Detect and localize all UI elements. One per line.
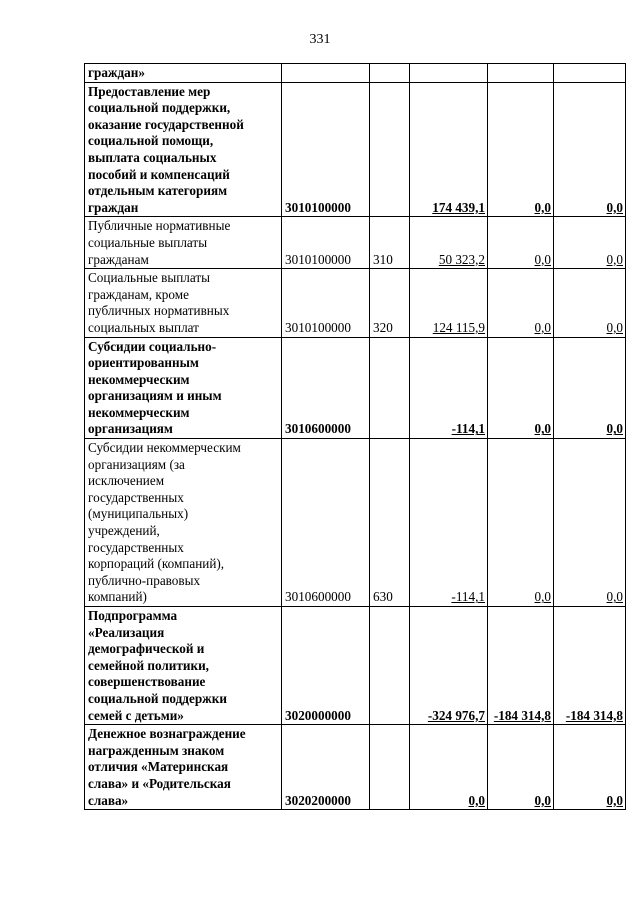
row-value-3-cell [554, 269, 626, 337]
row-type-cell [370, 82, 410, 217]
row-code-cell [282, 337, 370, 439]
row-value-2-cell [488, 217, 554, 269]
row-code-text: 3010100000 [285, 199, 351, 215]
row-name-text: Субсидии некоммерческим организациям (за исключением государственных (муниципальных) учреждений, государственных корпораций (компаний), публично-правовых компаний) [88, 440, 241, 605]
row-value-3-cell [554, 725, 626, 810]
row-type-cell [370, 725, 410, 810]
row-value-1-cell [410, 337, 488, 439]
table-row [85, 269, 626, 337]
row-name-text: Социальные выплаты гражданам, кроме публичных нормативных социальных выплат [88, 270, 230, 335]
row-value-2-text: 0,0 [534, 251, 551, 267]
table-row [85, 337, 626, 439]
row-type-cell [370, 607, 410, 725]
row-value-1-cell [410, 725, 488, 810]
row-value-2-text: 0,0 [534, 792, 551, 808]
row-value-3-cell [554, 217, 626, 269]
row-value-1-text: 124 115,9 [432, 319, 485, 335]
row-value-1-text: -114,1 [451, 589, 485, 605]
row-value-1-text: 174 439,1 [432, 199, 485, 215]
row-type-cell [370, 64, 410, 83]
table-row [85, 217, 626, 269]
row-type-text: 310 [373, 251, 393, 267]
row-value-3-cell [554, 337, 626, 439]
row-code-text: 3020000000 [285, 707, 351, 723]
row-name-text: Публичные нормативные социальные выплаты гражданам [88, 218, 231, 267]
row-name-text: Предоставление мер социальной поддержки, оказание государственной социальной помощи, выплата социальных пособий и компенсаций отдельным категориям граждан [88, 83, 244, 215]
table-row [85, 82, 626, 217]
row-value-1-cell [410, 82, 488, 217]
row-type-cell [370, 439, 410, 607]
row-value-1-cell [410, 607, 488, 725]
row-value-3-text: 0,0 [606, 199, 623, 215]
row-name-cell [85, 337, 282, 439]
row-value-1-cell [410, 217, 488, 269]
row-code-text: 3010100000 [285, 251, 351, 267]
row-name-text: Подпрограмма «Реализация демографической и семейной политики, совершенствование социальной поддержки семей с детьми» [88, 608, 227, 723]
row-code-cell [282, 439, 370, 607]
table-row [85, 439, 626, 607]
budget-table [84, 63, 626, 810]
row-name-text: Денежное вознаграждение награжденным знаком отличия «Материнская слава» и «Родительская слава» [88, 726, 246, 808]
row-name-cell [85, 64, 282, 83]
row-type-cell [370, 269, 410, 337]
table-row [85, 725, 626, 810]
row-value-2-cell [488, 725, 554, 810]
row-value-2-cell [488, 607, 554, 725]
row-value-3-cell [554, 64, 626, 83]
row-value-1-text: -324 976,7 [427, 707, 485, 723]
page-number: 331 [309, 32, 331, 47]
row-value-2-cell [488, 337, 554, 439]
row-value-3-text: 0,0 [606, 589, 623, 605]
row-code-cell [282, 725, 370, 810]
row-value-1-cell [410, 269, 488, 337]
row-code-cell [282, 217, 370, 269]
row-value-2-text: 0,0 [534, 421, 551, 437]
row-code-text: 3020200000 [285, 792, 351, 808]
row-name-cell [85, 217, 282, 269]
row-code-text: 3010600000 [285, 421, 351, 437]
row-value-2-text: -184 314,8 [493, 707, 551, 723]
row-value-3-text: 0,0 [606, 251, 623, 267]
row-value-1-text: 0,0 [468, 792, 485, 808]
row-value-2-cell [488, 82, 554, 217]
row-value-1-text: -114,1 [451, 421, 485, 437]
row-value-1-cell [410, 439, 488, 607]
row-name-cell [85, 607, 282, 725]
row-value-2-cell [488, 269, 554, 337]
row-value-3-cell [554, 82, 626, 217]
row-value-2-text: 0,0 [534, 199, 551, 215]
row-value-3-text: 0,0 [606, 792, 623, 808]
row-code-cell [282, 82, 370, 217]
row-value-3-text: 0,0 [606, 421, 623, 437]
row-code-text: 3010600000 [285, 589, 351, 605]
table-body [85, 64, 626, 810]
row-value-2-text: 0,0 [534, 319, 551, 335]
row-name-cell [85, 269, 282, 337]
row-value-3-text: -184 314,8 [565, 707, 623, 723]
table-row [85, 64, 626, 83]
row-code-text: 3010100000 [285, 319, 351, 335]
row-value-3-cell [554, 439, 626, 607]
row-name-text: Субсидии социально- ориентированным некоммерческим организациям и иным некоммерческим организациям [88, 338, 222, 437]
row-code-cell [282, 269, 370, 337]
table-row [85, 607, 626, 725]
row-code-cell [282, 64, 370, 83]
row-name-cell [85, 725, 282, 810]
row-value-3-text: 0,0 [606, 319, 623, 335]
row-type-text: 320 [373, 319, 393, 335]
row-value-2-cell [488, 64, 554, 83]
row-value-3-cell [554, 607, 626, 725]
row-value-1-text: 50 323,2 [438, 251, 485, 267]
row-name-cell [85, 82, 282, 217]
row-type-cell [370, 337, 410, 439]
row-value-2-text: 0,0 [534, 589, 551, 605]
row-value-2-cell [488, 439, 554, 607]
row-type-cell [370, 217, 410, 269]
row-name-text: граждан» [88, 65, 145, 80]
row-type-text: 630 [373, 589, 393, 605]
row-name-cell [85, 439, 282, 607]
row-value-1-cell [410, 64, 488, 83]
row-code-cell [282, 607, 370, 725]
